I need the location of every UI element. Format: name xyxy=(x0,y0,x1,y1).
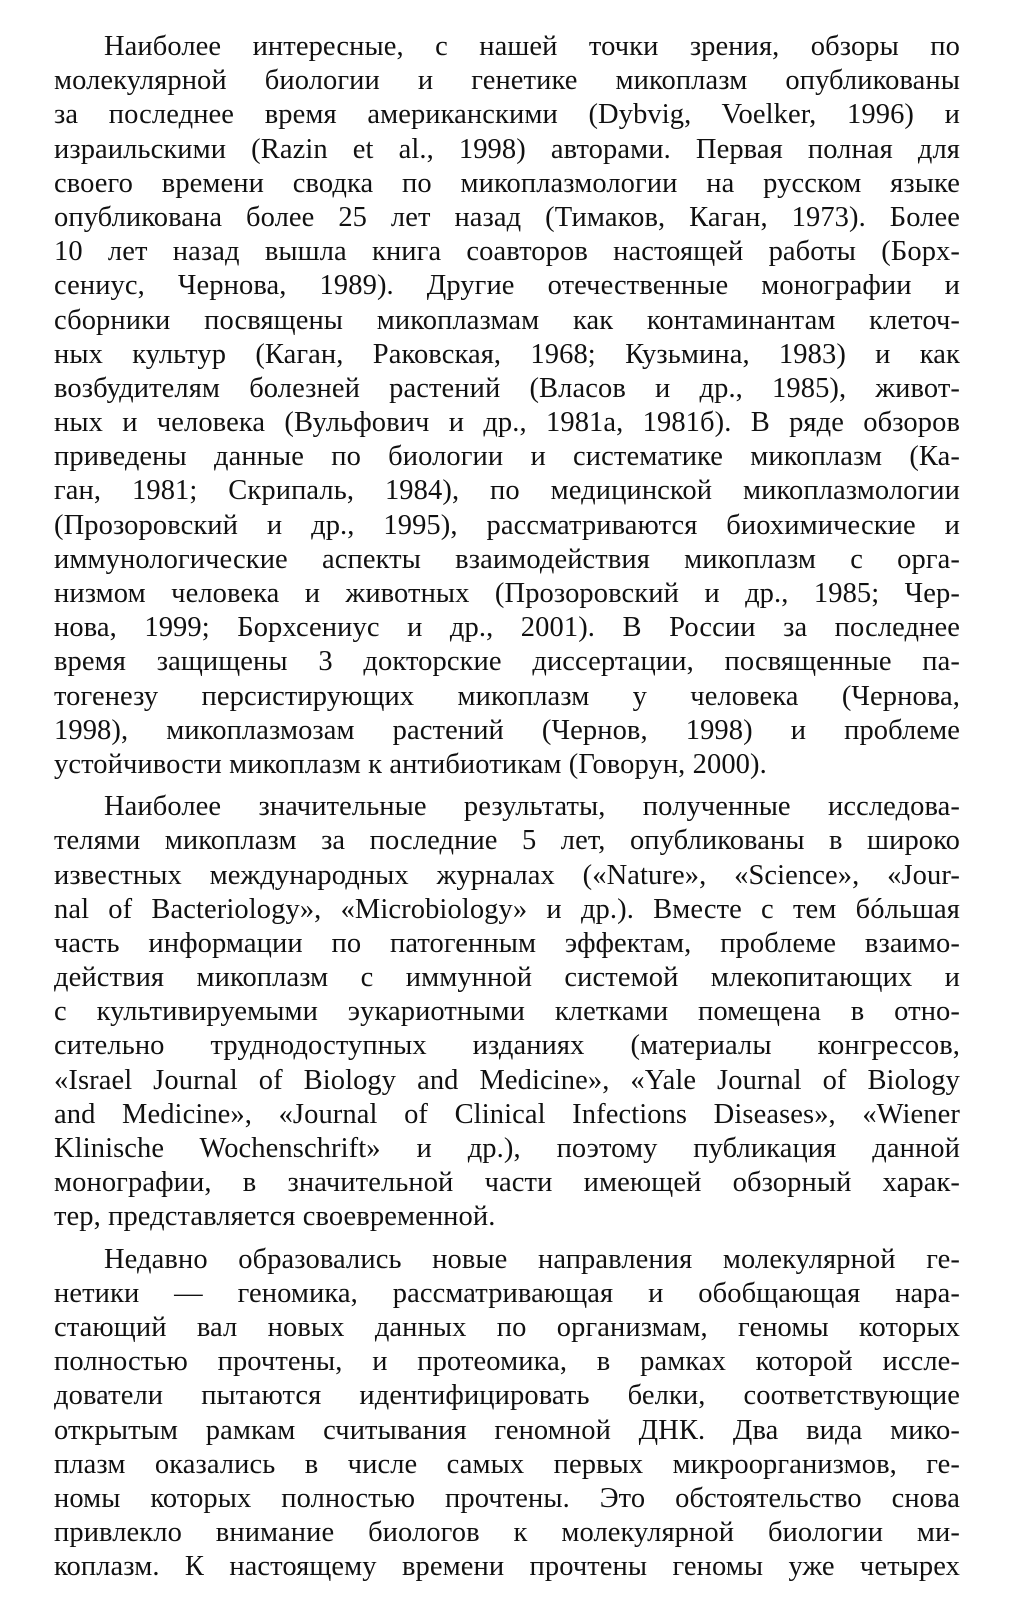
text-line: сборники посвящены микоплазмам как контаминантам клеточ- xyxy=(54,304,960,336)
text-line: открытым рамкам считывания геномной ДНК. Два вида мико- xyxy=(54,1414,960,1446)
text-line: время защищены 3 докторские диссертации, посвященные па- xyxy=(54,646,960,678)
text-line: иммунологические аспекты взаимодействия микоплазм с орга- xyxy=(54,543,960,575)
text-line: Недавно образовались новые направления молекулярной ге- xyxy=(104,1243,960,1275)
paragraph-journals xyxy=(54,790,960,1234)
text-line: привлекло внимание биологов к молекулярной биологии ми- xyxy=(54,1517,960,1549)
text-line: молекулярной биологии и генетике микоплазм опубликованы xyxy=(54,65,960,97)
text-line: 1998), микоплазмозам растений (Чернов, 1998) и проблеме xyxy=(54,714,960,746)
text-line: ган, 1981; Скрипаль, 1984), по медицинской микоплазмологии xyxy=(54,475,960,507)
text-line: часть информации по патогенным эффектам, проблеме взаимо- xyxy=(54,927,960,959)
text-line: and Medicine», «Journal of Clinical Infections Diseases», «Wiener xyxy=(54,1098,960,1130)
text-line: телями микоплазм за последние 5 лет, опубликованы в широко xyxy=(54,825,960,857)
text-line: номы которых полностью прочтены. Это обстоятельство снова xyxy=(54,1482,960,1514)
text-line: стающий вал новых данных по организмам, геномы которых xyxy=(54,1311,960,1343)
paragraph-genomics xyxy=(54,1243,960,1585)
text-line: монографии, в значительной части имеющей обзорный харак- xyxy=(54,1167,960,1199)
text-line: устойчивости микоплазм к антибиотикам (Говорун, 2000). xyxy=(54,748,767,780)
text-line: коплазм. К настоящему времени прочтены геномы уже четырех xyxy=(54,1551,960,1583)
text-line: опубликована более 25 лет назад (Тимаков, Каган, 1973). Более xyxy=(54,201,960,233)
text-line: за последнее время американскими (Dybvig, Voelker, 1996) и xyxy=(54,99,960,131)
text-line: «Israel Journal of Biology and Medicine», «Yale Journal of Biology xyxy=(54,1064,960,1096)
text-line: тогенезу персистирующих микоплазм у человека (Чернова, xyxy=(54,680,960,712)
paragraph-gap xyxy=(54,782,960,790)
text-line: тер, представляется своевременной. xyxy=(54,1201,496,1233)
text-line: полностью прочтены, и протеомика, в рамках которой иссле- xyxy=(54,1346,960,1378)
text-line: с культивируемыми эукариотными клетками помещена в отно- xyxy=(54,996,960,1028)
text-line: сениус, Чернова, 1989). Другие отечественные монографии и xyxy=(54,270,960,302)
text-line: дователи пытаются идентифицировать белки, соответствующие xyxy=(54,1380,960,1412)
text-line: 10 лет назад вышла книга соавторов настоящей работы (Борх- xyxy=(54,236,960,268)
paragraph-gap xyxy=(54,1235,960,1243)
text-line: Наиболее значительные результаты, полученные исследова- xyxy=(104,791,960,823)
text-line: ных и человека (Вульфович и др., 1981а, 1981б). В ряде обзоров xyxy=(54,407,960,439)
text-line: своего времени сводка по микоплазмологии на русском языке xyxy=(54,167,960,199)
text-line: nal of Bacteriology», «Microbiology» и др.). Вместе с тем бóльшая xyxy=(54,893,960,925)
text-line: Klinische Wochenschrift» и др.), поэтому публикация данной xyxy=(54,1133,960,1164)
text-line: израильскими (Razin et al., 1998) авторами. Первая полная для xyxy=(54,133,960,165)
text-line: ных культур (Каган, Раковская, 1968; Кузьмина, 1983) и как xyxy=(54,338,960,370)
document-page xyxy=(54,30,960,1584)
text-line: сительно труднодоступных изданиях (материалы конгрессов, xyxy=(54,1030,960,1062)
text-line: приведены данные по биологии и систематике микоплазм (Ка- xyxy=(54,441,960,473)
text-line: действия микоплазм с иммунной системой млекопитающих и xyxy=(54,962,960,994)
text-line: плазм оказались в числе самых первых микроорганизмов, ге- xyxy=(54,1448,960,1480)
text-line: (Прозоровский и др., 1995), рассматриваются биохимические и xyxy=(54,509,960,541)
text-line: Наиболее интересные, с нашей точки зрения, обзоры по xyxy=(104,31,960,62)
text-line: низмом человека и животных (Прозоровский и др., 1985; Чер- xyxy=(54,578,960,609)
paragraph-reviews xyxy=(54,30,960,782)
text-line: возбудителям болезней растений (Власов и др., 1985), живот- xyxy=(54,372,960,404)
text-line: известных международных журналах («Nature», «Science», «Jour- xyxy=(54,859,960,891)
text-line: нетики — геномика, рассматривающая и обобщающая нара- xyxy=(54,1277,960,1309)
text-line: нова, 1999; Борхсениус и др., 2001). В России за последнее xyxy=(54,612,960,644)
